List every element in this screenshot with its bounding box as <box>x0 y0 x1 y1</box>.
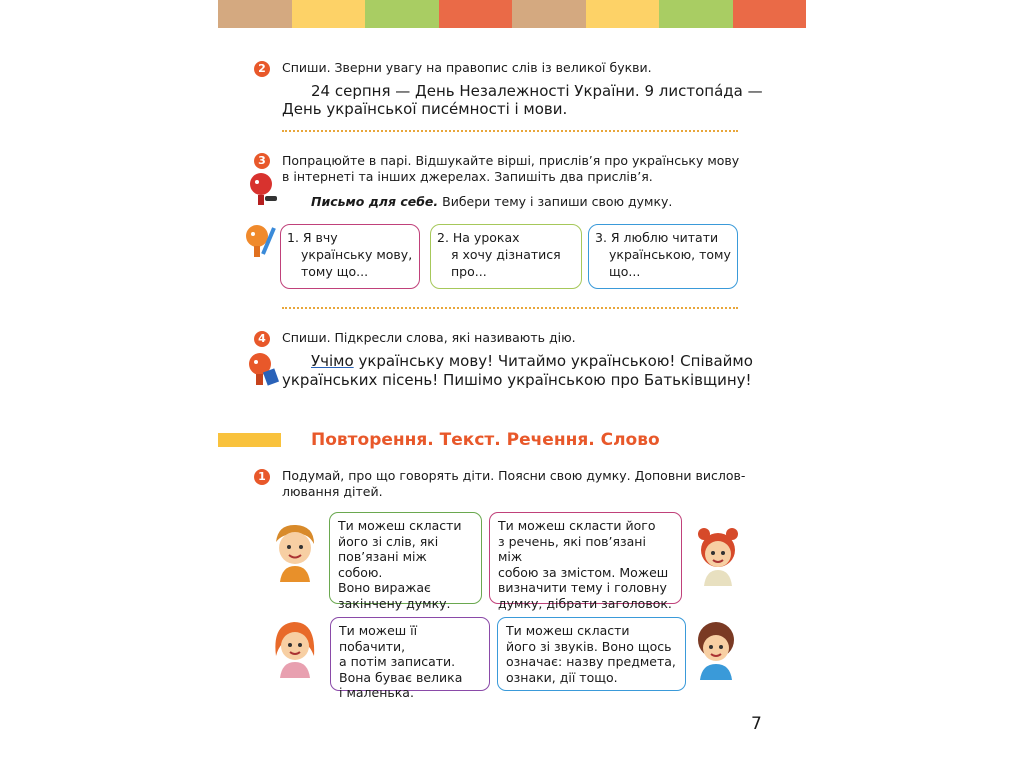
page-number: 7 <box>751 714 762 734</box>
task4-text-line1 <box>311 352 753 371</box>
dotted-divider <box>282 130 738 132</box>
speech-bubble-4 <box>497 617 686 691</box>
stripe <box>365 0 439 28</box>
section-title: Повторення. Текст. Речення. Слово <box>311 430 660 450</box>
bubble-line: його зі слів, які <box>338 533 439 549</box>
underlined-word: Учімо <box>311 352 354 370</box>
prompt-line: я хочу дізнатися <box>451 247 561 262</box>
writing-label: Письмо для себе. <box>311 194 439 209</box>
prompt-box-1 <box>280 224 420 289</box>
bubble-line: Вона буває велика <box>339 669 463 685</box>
task2-text-line2: День української писе́мності і мови. <box>282 100 568 118</box>
bubble-line: а потім записати. <box>339 654 456 669</box>
stripe <box>439 0 513 28</box>
bubble-line: і маленька. <box>339 685 414 700</box>
bubble-line: Ти можеш скласти його <box>498 518 656 533</box>
bubble-line: собою за змістом. Можеш <box>498 564 669 580</box>
task-number-1: 1 <box>254 469 270 485</box>
girl-avatar <box>692 524 744 586</box>
writing-for-self <box>311 194 672 210</box>
prompt-line: про... <box>451 264 487 279</box>
bubble-line: визначити тему і головну <box>498 580 667 595</box>
dotted-divider <box>282 307 738 309</box>
bubble-line: ознаки, дії тощо. <box>506 669 618 685</box>
task4-instruction: Спиши. Підкресли слова, які називають дію. <box>282 330 576 345</box>
bubble-line: закінчену думку. <box>338 595 451 611</box>
bubble-line: Воно виражає <box>338 580 431 595</box>
prompt-line: 3. Я люблю читати <box>595 230 719 245</box>
task2-text-line1: 24 серпня — День Незалежності України. 9 листопа́да — <box>311 82 763 100</box>
speech-bubble-2 <box>489 512 682 611</box>
prompt-box-3 <box>588 224 738 289</box>
prompt-line: тому що... <box>301 264 369 279</box>
boy-avatar <box>690 618 742 680</box>
prompt-line: українською, тому <box>609 247 731 262</box>
section-heading-bar <box>218 433 281 447</box>
stripe <box>586 0 660 28</box>
speech-bubble-1 <box>329 512 482 611</box>
stripe <box>218 0 292 28</box>
top-color-stripes <box>218 0 806 28</box>
task3-line2: в інтернеті та інших джерелах. Запишіть два прислів’я. <box>282 169 653 184</box>
prompt-line: що... <box>609 264 641 279</box>
bubble-line: Ти можеш її побачити, <box>339 623 418 654</box>
stripe <box>733 0 807 28</box>
task2-instruction: Спиши. Зверни увагу на правопис слів із великої букви. <box>282 60 652 75</box>
stripe <box>292 0 366 28</box>
bubble-line: його зі звуків. Воно щось <box>506 638 672 654</box>
bubble-line: з речень, які пов’язані між <box>498 533 646 564</box>
bubble-line: Ти можеш скласти <box>506 623 630 638</box>
boy-avatar <box>268 520 320 582</box>
stripe <box>659 0 733 28</box>
speech-bubble-3 <box>330 617 490 700</box>
stripe <box>512 0 586 28</box>
task-number-3: 3 <box>254 153 270 169</box>
bubble-line: пов’язані між собою. <box>338 549 427 580</box>
task4-text-line2: українських пісень! Пишімо українською про Батьківщину! <box>282 371 752 389</box>
task1-line2: лювання дітей. <box>282 484 383 499</box>
prompt-box-2 <box>430 224 582 289</box>
task3-line1: Попрацюйте в парі. Відшукайте вірші, прислів’я про українську мову <box>282 153 740 168</box>
pair-work-icon <box>245 170 279 208</box>
prompt-line: 1. Я вчу <box>287 230 338 245</box>
prompt-line: українську мову, <box>301 247 413 262</box>
bubble-line: думку, дібрати заголовок. <box>498 595 672 611</box>
girl-avatar <box>268 616 320 678</box>
writing-icon <box>243 222 277 260</box>
writing-text: Вибери тему і запиши свою думку. <box>438 194 673 209</box>
task-number-4: 4 <box>254 331 270 347</box>
task-number-2: 2 <box>254 61 270 77</box>
prompt-line: 2. На уроках <box>437 230 520 245</box>
write-icon <box>246 350 280 388</box>
bubble-line: Ти можеш скласти <box>338 518 462 533</box>
bubble-line: означає: назву предмета, <box>506 654 676 669</box>
task4-text-rest: українську мову! Читаймо українською! Співаймо <box>353 352 753 370</box>
task1-line1: Подумай, про що говорять діти. Поясни свою думку. Доповни вислов- <box>282 468 746 483</box>
